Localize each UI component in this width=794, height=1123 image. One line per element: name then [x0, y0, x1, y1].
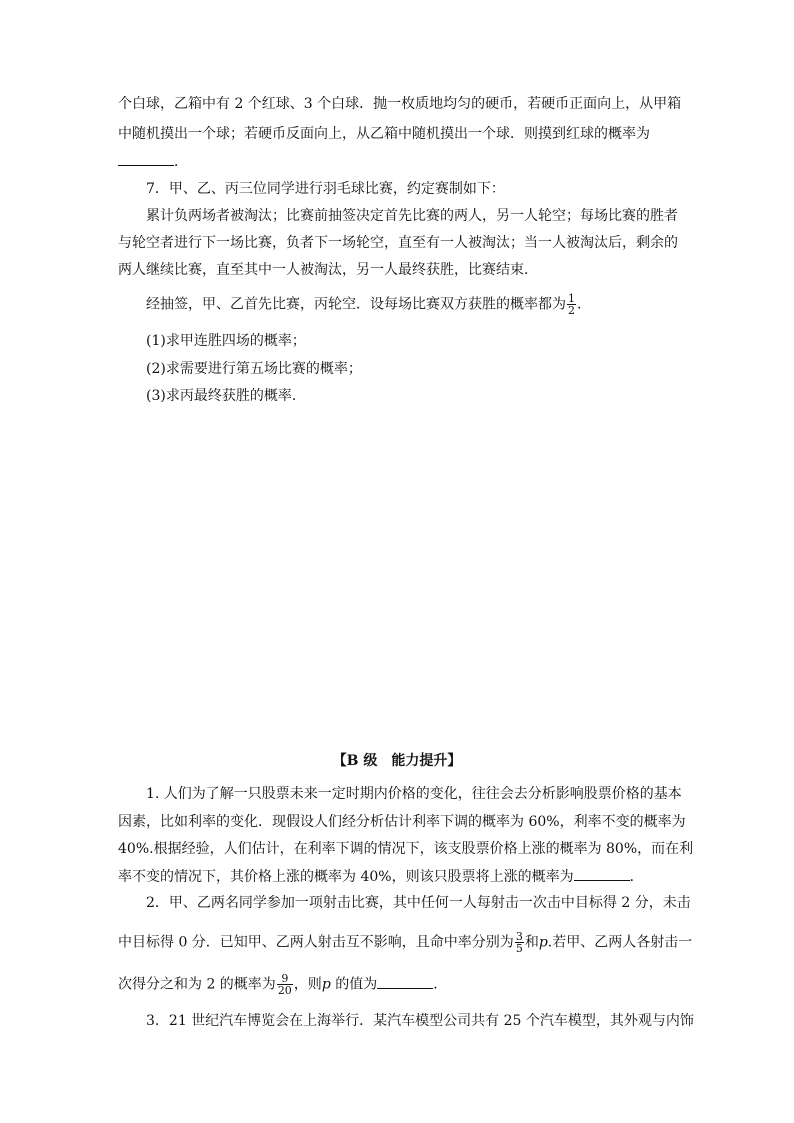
b-q2-line-3-text: 次得分之和为 2 的概率为 [118, 976, 276, 993]
q7-subquestion-2: (2)求需要进行第五场比赛的概率； [146, 361, 362, 377]
q7-subquestion-1: (1)求甲连胜四场的概率； [146, 333, 306, 349]
q7-rule-line-3: 两人继续比赛，直至其中一人被淘汰，另一人最终获胜，比赛结束． [118, 262, 538, 278]
q7-rule-line-1: 累计负两场者被淘汰；比赛前抽签决定首先比赛的两人，另一人轮空；每场比赛的胜者 [146, 208, 678, 224]
q7-fraction-denominator: 2 [568, 304, 575, 317]
b-q2-fraction-2-denominator: 20 [277, 984, 292, 997]
q7-rule-line-2: 与轮空者进行下一场比赛，负者下一场轮空，直至有一人被淘汰；当一人被淘汰后，剩余的 [118, 235, 678, 251]
b-q1-line-4 [118, 867, 644, 886]
b-q2-fraction-1-denominator: 5 [515, 942, 523, 955]
b-q2-variable-p-2: p [321, 976, 331, 993]
q7-fraction-numerator: 1 [568, 292, 575, 305]
q7-fraction [567, 293, 576, 316]
b-q2-fraction-2 [277, 973, 293, 996]
b-q2-line-3 [118, 973, 447, 996]
q6-line-1: 个白球，乙箱中有 2 个红球、3 个白球．抛一枚质地均匀的硬币，若硬币正面向上，从甲箱 [118, 96, 682, 112]
b-q2-and: 和 [524, 934, 539, 951]
section-b-heading: 【B 级 能力提升】 [332, 753, 462, 769]
b-q1-line-4-text: 率不变的情况下，其价格上涨的概率为 40%，则该只股票将上涨的概率为 [118, 869, 574, 885]
b-q2-value-of: 的值为 [330, 976, 378, 993]
b-q2-end: ． [433, 976, 448, 993]
q7-condition-text: 经抽签，甲、乙首先比赛，丙轮空．设每场比赛双方获胜的概率都为 [146, 296, 566, 313]
b-q2-fraction-1 [515, 931, 524, 954]
q6-answer-blank[interactable] [118, 152, 174, 166]
b-q1-end: ． [629, 869, 644, 885]
q6-answer-end: ． [174, 154, 188, 170]
b-q2-line-2-end: .若甲、乙两人各射击一 [547, 934, 693, 951]
b-q2-then: ，则 [293, 976, 322, 993]
b-q2-line-1: 2．甲、乙两名同学参加一项射击比赛，其中任何一人每射击一次击中目标得 2 分，未击 [146, 895, 691, 911]
q7-subquestion-3: (3)求丙最终获胜的概率． [146, 388, 306, 404]
b-q2-fraction-1-numerator: 3 [515, 930, 523, 943]
b-q3-line-1: 3．21 世纪汽车博览会在上海举行．某汽车模型公司共有 25 个汽车模型，其外观与内饰 [146, 1013, 694, 1029]
b-q1-line-1: 1. 人们为了解一只股票未来一定时期内价格的变化，往往会去分析影响股票价格的基本 [146, 786, 682, 802]
b-q1-line-2: 因素，比如利率的变化．现假设人们经分析估计利率下调的概率为 60%，利率不变的概率为 [118, 814, 686, 830]
q7-title: 7．甲、乙、丙三位同学进行羽毛球比赛，约定赛制如下： [146, 181, 505, 197]
q6-line-2: 中随机摸出一个球；若硬币反面向上，从乙箱中随机摸出一个球．则摸到红球的概率为 [118, 126, 650, 142]
b-q2-line-2-text: 中目标得 0 分．已知甲、乙两人射击互不影响，且命中率分别为 [118, 934, 514, 951]
q6-answer-line [118, 152, 188, 171]
b-q1-answer-blank[interactable] [574, 867, 630, 881]
b-q1-line-3: 40%.根据经验，人们估计，在利率下调的情况下，该支股票价格上涨的概率为 80%，而在利 [118, 841, 694, 857]
b-q2-answer-blank[interactable] [377, 975, 433, 989]
b-q2-variable-p: p [538, 934, 548, 951]
b-q2-fraction-2-numerator: 9 [277, 973, 293, 985]
q7-condition-end: . [577, 296, 582, 313]
b-q2-line-2 [118, 931, 692, 954]
q7-condition [146, 293, 581, 316]
